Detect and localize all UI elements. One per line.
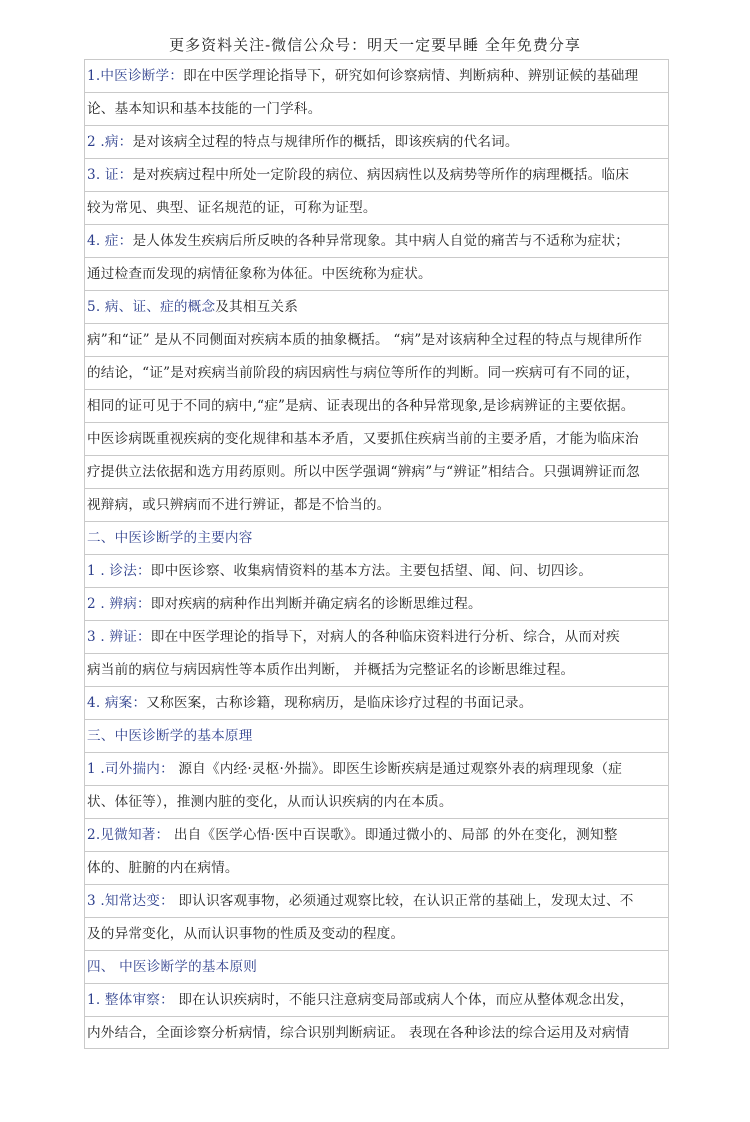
line-text: 相同的证可见于不同的病中,“症”是病、证表现出的各种异常现象,是诊病辨证的主要依据。 [87, 398, 635, 414]
term-label: 3 . 辨证： [87, 629, 151, 645]
text-line [84, 554, 669, 587]
term-label: 1 . 诊法： [87, 563, 151, 579]
text-line [84, 950, 669, 983]
term-label: 2 . 辨病： [87, 596, 151, 612]
line-text: 及的异常变化，从而认识事物的性质及变动的程度。 [87, 926, 405, 942]
text-line [84, 59, 669, 92]
line-text: 是对该病全过程的特点与规律所作的概括，即该疾病的代名词。 [132, 134, 519, 150]
text-line [84, 125, 669, 158]
line-text: 及其相互关系 [215, 299, 299, 315]
text-line [84, 521, 669, 554]
text-line [84, 983, 669, 1016]
line-text: 体的、脏腑的内在病情。 [87, 860, 239, 876]
term-label: 3. 证： [87, 167, 133, 183]
term-label: 三、中医诊断学的基本原理 [87, 728, 253, 744]
line-text: 状、体征等），推测内脏的变化，从而认识疾病的内在本质。 [87, 794, 453, 810]
line-text: 出自《医学心悟·医中百误歌》。即通过微小的、局部 的外在变化，测知整 [169, 827, 618, 843]
term-label: 3 .知常达变： [87, 893, 174, 909]
text-line [84, 587, 669, 620]
text-line [84, 719, 669, 752]
term-label: 1 .司外揣内： [87, 761, 174, 777]
text-line [84, 422, 669, 455]
line-text: 又称医案，古称诊籍，现称病历，是临床诊疗过程的书面记录。 [146, 695, 533, 711]
text-line [84, 389, 669, 422]
text-line [84, 851, 669, 884]
text-line [84, 884, 669, 917]
text-line [84, 752, 669, 785]
line-text: 论、基本知识和基本技能的一门学科。 [87, 101, 322, 117]
text-line [84, 818, 669, 851]
line-text: 即对疾病的病种作出判断并确定病名的诊断思维过程。 [150, 596, 482, 612]
text-line [84, 1016, 669, 1049]
line-text: 病当前的病位与病因病性等本质作出判断， 并概括为完整证名的诊断思维过程。 [87, 662, 575, 678]
text-line [84, 653, 669, 686]
term-label: 4. 病案： [87, 695, 147, 711]
term-label: 1. 整体审察： [87, 992, 174, 1008]
term-label: 二、中医诊断学的主要内容 [87, 530, 253, 546]
text-line [84, 455, 669, 488]
line-text: 是对疾病过程中所处一定阶段的病位、病因病性以及病势等所作的病理概括。临床 [132, 167, 630, 183]
term-label: 1.中医诊断学： [87, 68, 184, 84]
text-line [84, 356, 669, 389]
line-text: 即在中医学理论指导下，研究如何诊察病情、判断病种、辨别证候的基础理 [183, 68, 639, 84]
term-label: 四、 中医诊断学的基本原则 [87, 959, 258, 975]
text-line [84, 158, 669, 191]
text-line [84, 257, 669, 290]
line-text: 视辩病，或只辨病而不进行辨证，都是不恰当的。 [87, 497, 391, 513]
text-line [84, 686, 669, 719]
text-line [84, 488, 669, 521]
line-text: 内外结合，全面诊察分析病情，综合识别判断病证。 表现在各种诊法的综合运用及对病情 [87, 1025, 630, 1041]
term-label: 5. 病、证、症的概念 [87, 299, 216, 315]
text-line [84, 917, 669, 950]
line-text: 即在认识疾病时，不能只注意病变局部或病人个体，而应从整体观念出发， [173, 992, 634, 1008]
text-line [84, 785, 669, 818]
line-text: 是人体发生疾病后所反映的各种异常现象。其中病人自觉的痛苦与不适称为症状； [132, 233, 630, 249]
line-text: 疗提供立法依据和选方用药原则。所以中医学强调“辨病”与“辨证”相结合。只强调辨证而忽 [87, 464, 640, 480]
line-text: 病”和“证” 是从不同侧面对疾病本质的抽象概括。 “病”是对该病种全过程的特点与规律所作 [87, 332, 643, 348]
text-line [84, 92, 669, 125]
text-line [84, 620, 669, 653]
text-line [84, 191, 669, 224]
line-text: 通过检查而发现的病情征象称为体征。中医统称为症状。 [87, 266, 432, 282]
text-line [84, 290, 669, 323]
line-text: 较为常见、典型、证名规范的证，可称为证型。 [87, 200, 377, 216]
line-text: 源自《内经·灵枢·外揣》。即医生诊断疾病是通过观察外表的病理现象（症 [173, 761, 623, 777]
line-text: 的结论，“证”是对疾病当前阶段的病因病性与病位等所作的判断。同一疾病可有不同的证， [87, 365, 640, 381]
term-label: 4. 症： [87, 233, 133, 249]
text-line [84, 323, 669, 356]
term-label: 2 .病： [87, 134, 133, 150]
line-text: 即中医诊察、收集病情资料的基本方法。主要包括望、闻、问、切四诊。 [150, 563, 593, 579]
text-line [84, 224, 669, 257]
term-label: 2.见微知著： [87, 827, 170, 843]
line-text: 即认识客观事物，必须通过观察比较，在认识正常的基础上，发现太过、不 [173, 893, 634, 909]
line-text: 即在中医学理论的指导下，对病人的各种临床资料进行分析、综合，从而对疾 [150, 629, 620, 645]
page-header: 更多资料关注-微信公众号：明天一定要早睡 全年免费分享 [169, 36, 581, 54]
line-text: 中医诊病既重视疾病的变化规律和基本矛盾，又要抓住疾病当前的主要矛盾，才能为临床治 [87, 431, 639, 447]
document-body [84, 59, 669, 1049]
